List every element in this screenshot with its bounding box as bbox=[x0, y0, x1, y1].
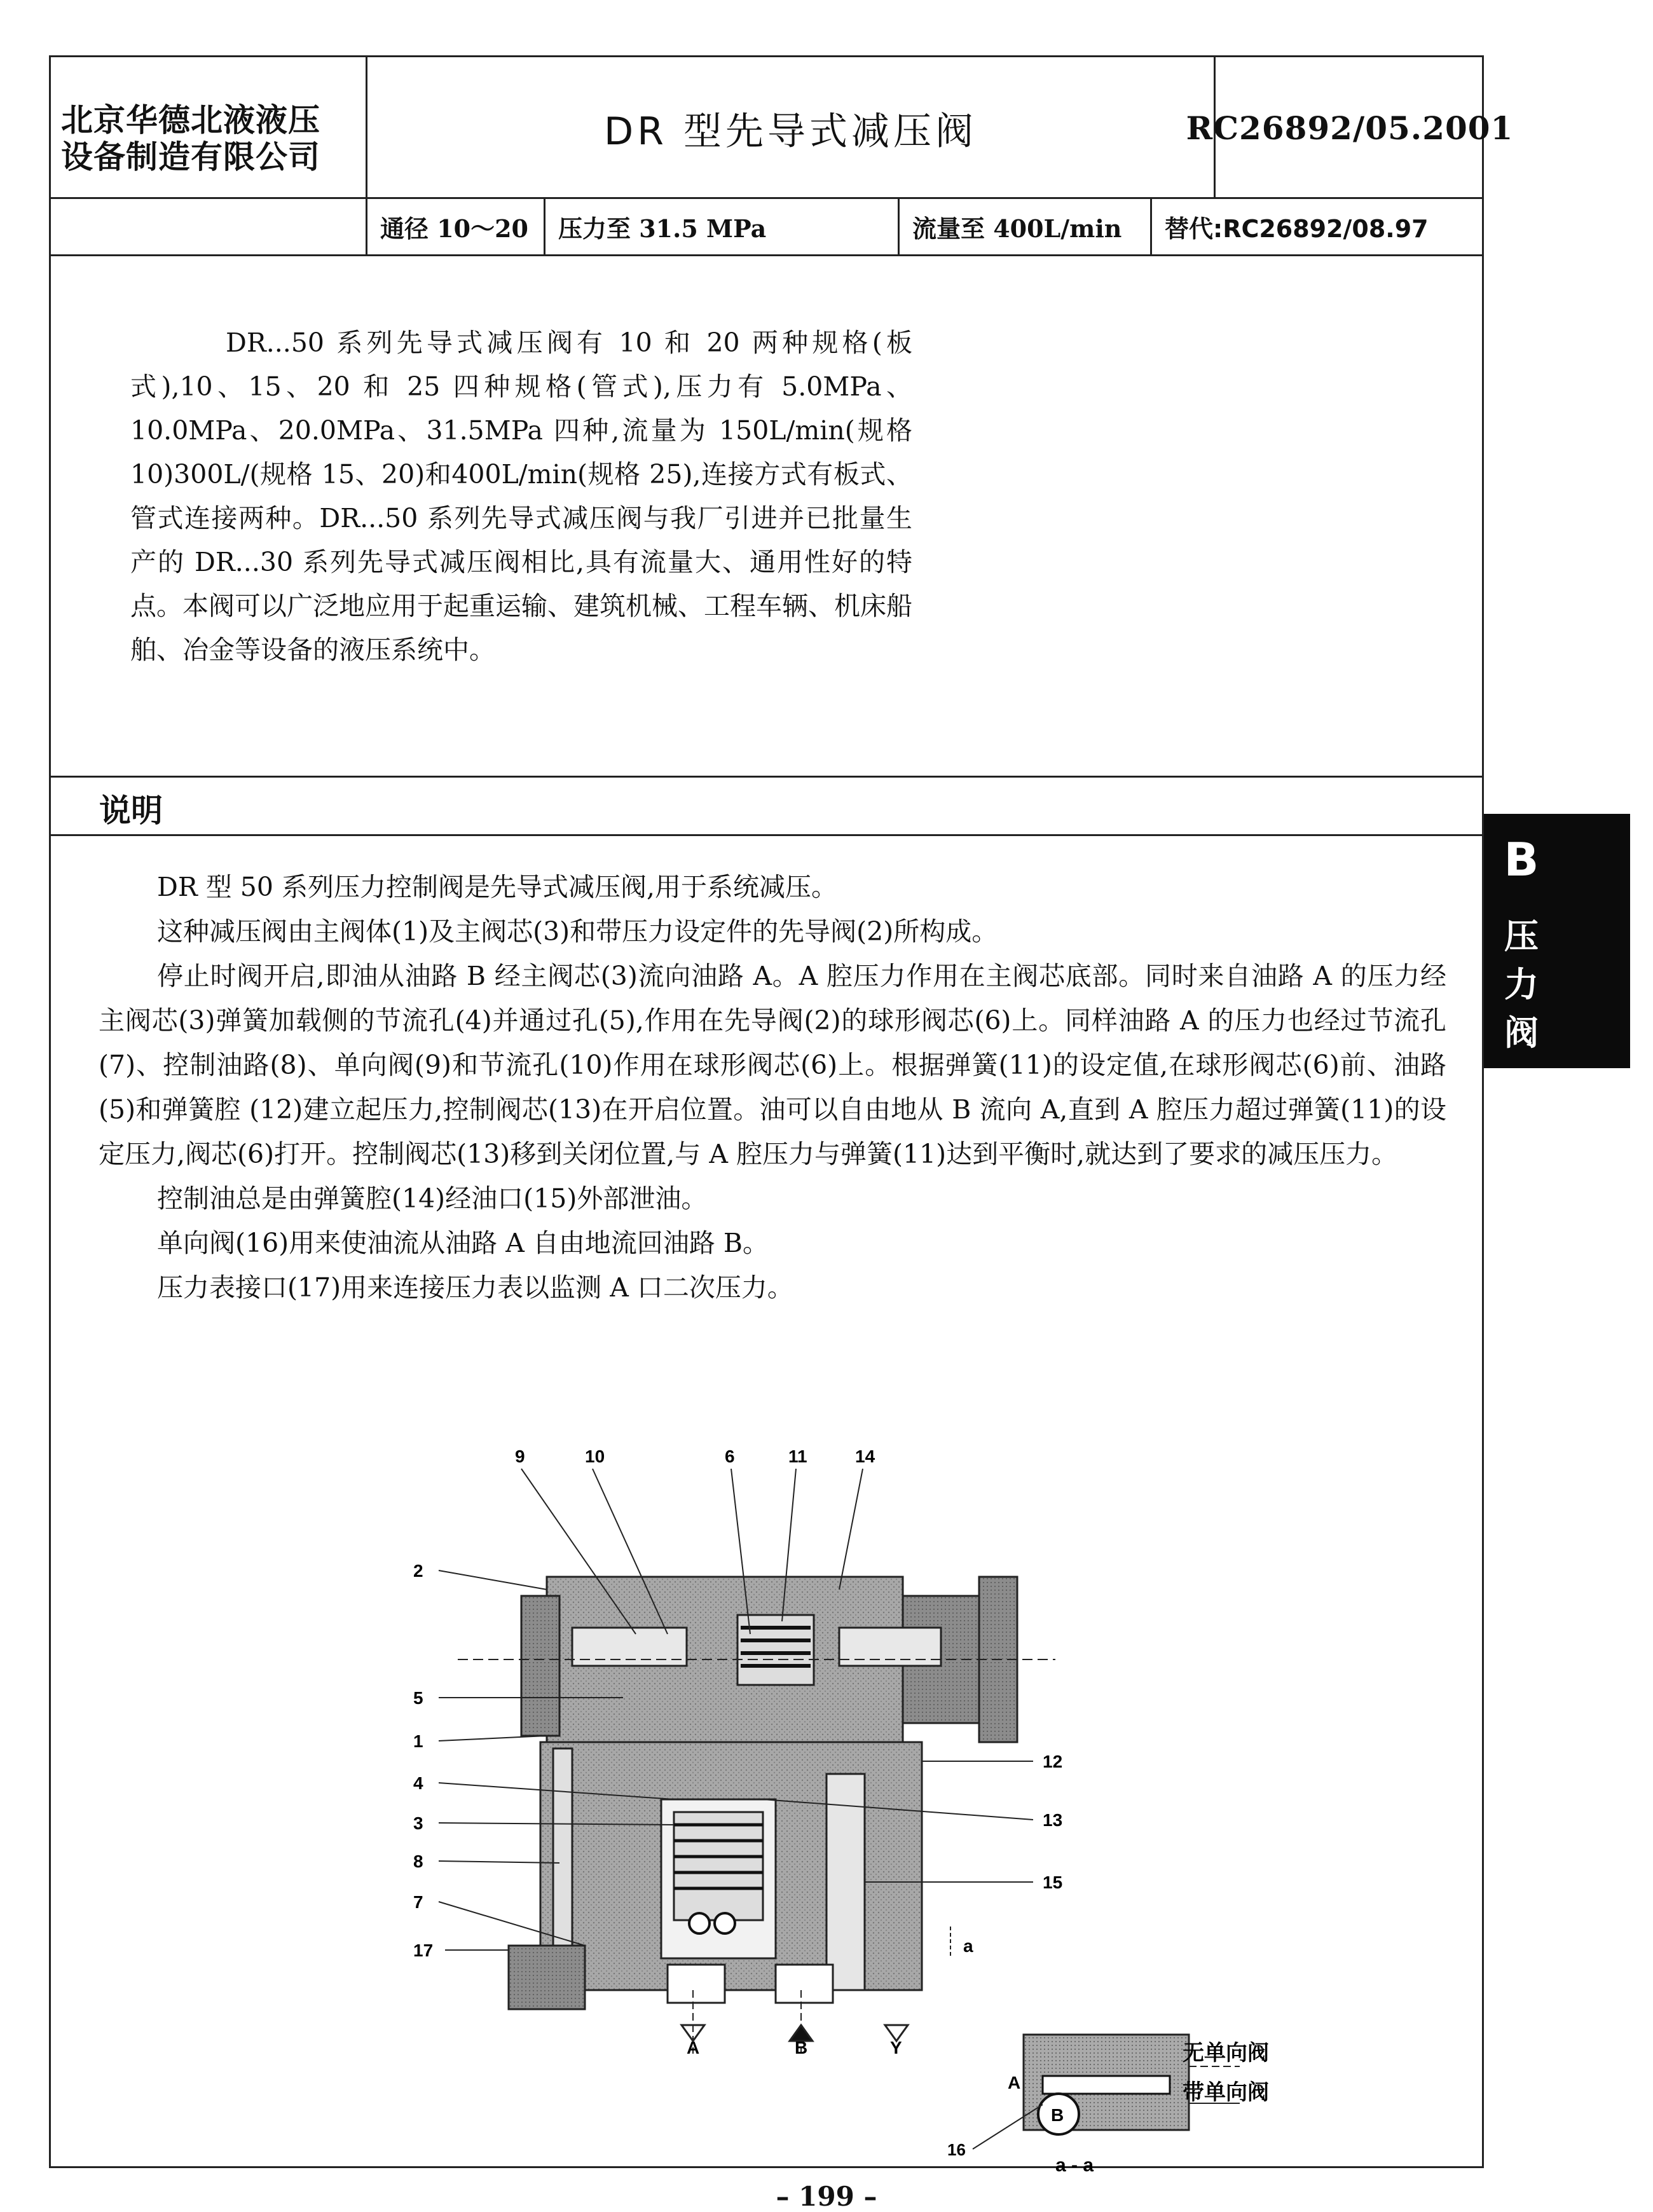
spec-row bbox=[367, 199, 1484, 254]
description-paragraph: 这种减压阀由主阀体(1)及主阀芯(3)和带压力设定件的先导阀(2)所构成。 bbox=[157, 916, 998, 947]
description-paragraph: 停止时阀开启,即油从油路 B 经主阀芯(3)流向油路 A。A 腔压力作用在主阀芯底部。同时来自油路 A 的压力经主阀芯(3)弹簧加载侧的节流孔(4)并通过孔(5),作用在先导阀(2)的球形阀芯(6)上。同样油路 A 的压力也经过节流孔(7)、控制油路(8)、单向阀(9)和节流孔(10)作用在球形阀芯(6)上。根据弹簧(11)的设定值,在球形阀芯(6)前、油路(5)和弹簧腔 (12)建立起压力,控制阀芯(13)在开启位置。油可以自由地从 B 流向 A,直到 A 腔压力超过弹簧(11)的设定压力,阀芯(6)打开。控制阀芯(13)移到关闭位置,与 A 腔压力与弹簧(11)达到平衡时,就达到了要求的减压压力。 bbox=[99, 961, 1446, 1169]
intro-paragraph: DR...50 系列先导式减压阀有 10 和 20 两种规格(板式),10、15、20 和 25 四种规格(管式),压力有 5.0MPa、10.0MPa、20.0MPa、31.5MPa 四种,流量为 150L/min(规格 10)300L/(规格 15、20)和400L/min(规格 25),连接方式有板式、管式连接两种。DR...50 系列先导式减压阀与我厂引进并已批量生产的 DR...30 系列先导式减压阀相比,具有流量大、通用性好的特点。本阀可以广泛地应用于起重运输、建筑机械、工程车辆、机床船舶、冶金等设备的液压系统中。 bbox=[130, 327, 912, 665]
aa-section-drawing bbox=[947, 2028, 1341, 2184]
aa-label-b: B bbox=[1051, 2105, 1064, 2125]
chapter-name bbox=[1484, 912, 1559, 1057]
port-b-label: B bbox=[795, 2038, 808, 2054]
aa-label-16: 16 bbox=[947, 2140, 966, 2159]
spec-replace: 替代:RC26892/08.97 bbox=[1165, 215, 1429, 243]
chapter-letter: B bbox=[1504, 833, 1539, 886]
company-name bbox=[61, 102, 320, 175]
section-divider-top bbox=[51, 776, 1482, 778]
company-line-1: 北京华德北液液压 bbox=[61, 101, 320, 139]
aa-label-a: A bbox=[1008, 2073, 1021, 2092]
spec-flow: 流量至 400L/min bbox=[900, 199, 1152, 254]
section-mark: a bbox=[963, 1936, 973, 1956]
description-paragraph: 压力表接口(17)用来连接压力表以监测 A 口二次压力。 bbox=[157, 1272, 793, 1303]
spec-pressure: 压力至 31.5 MPa bbox=[545, 199, 900, 254]
label-8: 8 bbox=[413, 1851, 423, 1871]
valve-section-drawing bbox=[394, 1443, 1125, 2054]
label-14: 14 bbox=[855, 1446, 875, 1466]
description bbox=[99, 865, 1446, 1310]
page-frame bbox=[49, 55, 1514, 2176]
label-13: 13 bbox=[1043, 1810, 1063, 1830]
header-divider bbox=[51, 254, 1482, 256]
label-1: 1 bbox=[413, 1731, 423, 1751]
aa-caption: a - a bbox=[1055, 2155, 1094, 2176]
description-paragraph: DR 型 50 系列压力控制阀是先导式减压阀,用于系统减压。 bbox=[157, 872, 838, 902]
document-title: DR 型先导式减压阀 bbox=[367, 57, 1216, 199]
label-6: 6 bbox=[725, 1446, 735, 1466]
description-paragraph: 单向阀(16)用来使油流从油路 A 自由地流回油路 B。 bbox=[157, 1228, 769, 1258]
chapter-char: 压 bbox=[1504, 916, 1539, 956]
label-15: 15 bbox=[1043, 1872, 1063, 1892]
label-12: 12 bbox=[1043, 1752, 1063, 1771]
label-3: 3 bbox=[413, 1813, 423, 1833]
label-7: 7 bbox=[413, 1892, 423, 1912]
label-10: 10 bbox=[585, 1446, 605, 1466]
company-cell bbox=[51, 57, 367, 254]
pilot-valve-body bbox=[547, 1577, 903, 1768]
label-11: 11 bbox=[788, 1446, 807, 1466]
description-paragraph: 控制油总是由弹簧腔(14)经油口(15)外部泄油。 bbox=[157, 1183, 708, 1214]
chapter-tab bbox=[1484, 814, 1630, 1068]
section-title: 说明 bbox=[99, 792, 163, 829]
label-9: 9 bbox=[515, 1446, 525, 1466]
chapter-char: 阀 bbox=[1504, 1013, 1539, 1053]
chapter-char: 力 bbox=[1504, 965, 1539, 1005]
label-17: 17 bbox=[413, 1941, 434, 1960]
section-divider-bottom bbox=[51, 834, 1482, 836]
label-5: 5 bbox=[413, 1688, 423, 1708]
aa-no-check-label: 无单向阀 bbox=[1183, 2040, 1269, 2066]
port-a-label: A bbox=[687, 2038, 700, 2054]
company-line-2: 设备制造有限公司 bbox=[61, 138, 320, 175]
spec-diameter: 通径 10～20 bbox=[367, 199, 545, 254]
label-2: 2 bbox=[413, 1561, 423, 1581]
label-4: 4 bbox=[413, 1773, 423, 1793]
document-code: RC26892/05.2001 bbox=[1186, 109, 1514, 147]
page-number: – 199 – bbox=[776, 2181, 877, 2212]
port-y-label: Y bbox=[890, 2038, 902, 2054]
aa-with-check-label: 带单向阀 bbox=[1183, 2080, 1269, 2105]
